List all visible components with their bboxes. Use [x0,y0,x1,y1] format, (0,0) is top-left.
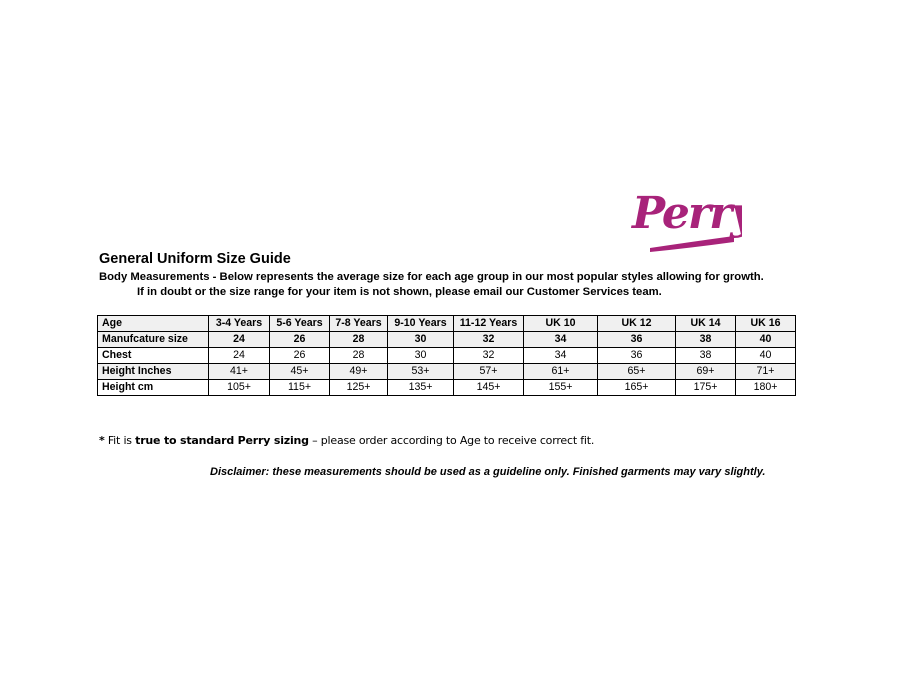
row-label: Manufcature size [98,332,209,348]
footnote-post: – please order according to Age to receive correct fit. [308,434,595,447]
page-title: General Uniform Size Guide [99,251,291,267]
table-cell: 30 [388,348,454,364]
intro-line-2: If in doubt or the size range for your item is not shown, please email our Customer Services team. [137,286,662,298]
row-label: Chest [98,348,209,364]
table-cell: 26 [270,332,330,348]
table-cell: 125+ [330,380,388,396]
header-cell: 7-8 Years [330,316,388,332]
table-cell: 34 [524,332,598,348]
table-cell: 30 [388,332,454,348]
table-cell: 61+ [524,364,598,380]
table-cell: 38 [676,332,736,348]
table-cell: 115+ [270,380,330,396]
table-cell: 32 [454,332,524,348]
header-cell: UK 10 [524,316,598,332]
header-cell: 9-10 Years [388,316,454,332]
table-cell: 28 [330,332,388,348]
table-cell: 165+ [598,380,676,396]
table-cell: 57+ [454,364,524,380]
table-cell: 28 [330,348,388,364]
table-header-row [98,316,796,332]
footnote-bold: true to standard Perry sizing [135,434,309,447]
table-cell: 36 [598,332,676,348]
table-row [98,348,796,364]
header-cell: 11-12 Years [454,316,524,332]
footnote-pre: Fit is [104,434,136,447]
header-cell: UK 16 [736,316,796,332]
table-cell: 38 [676,348,736,364]
table-cell: 69+ [676,364,736,380]
disclaimer: Disclaimer: these measurements should be used as a guideline only. Finished garments may vary slightly. [210,466,766,478]
size-table [97,315,796,396]
table-row [98,380,796,396]
footnote-star: * [99,434,105,447]
table-cell: 45+ [270,364,330,380]
table-row [98,364,796,380]
table-cell: 49+ [330,364,388,380]
table-cell: 53+ [388,364,454,380]
table-cell: 24 [209,348,270,364]
header-cell: 3-4 Years [209,316,270,332]
table-cell: 65+ [598,364,676,380]
table-cell: 34 [524,348,598,364]
table-cell: 24 [209,332,270,348]
header-label: Age [98,316,209,332]
table-cell: 71+ [736,364,796,380]
table-cell: 32 [454,348,524,364]
table-cell: 135+ [388,380,454,396]
intro-line-1: Body Measurements - Below represents the average size for each age group in our most popular styles allowing for growth. [99,271,764,283]
table-cell: 41+ [209,364,270,380]
header-cell: UK 14 [676,316,736,332]
perry-logo-graphic [630,178,742,256]
fit-footnote [99,434,594,447]
table-cell: 26 [270,348,330,364]
header-cell: UK 12 [598,316,676,332]
table-cell: 175+ [676,380,736,396]
table-cell: 40 [736,332,796,348]
table-cell: 155+ [524,380,598,396]
row-label: Height cm [98,380,209,396]
perry-logo-wordmark: Perry [632,188,742,239]
table-cell: 145+ [454,380,524,396]
table-cell: 40 [736,348,796,364]
table-cell: 105+ [209,380,270,396]
row-label: Height Inches [98,364,209,380]
table-cell: 180+ [736,380,796,396]
header-cell: 5-6 Years [270,316,330,332]
table-cell: 36 [598,348,676,364]
perry-logo [630,178,742,256]
table-row [98,332,796,348]
